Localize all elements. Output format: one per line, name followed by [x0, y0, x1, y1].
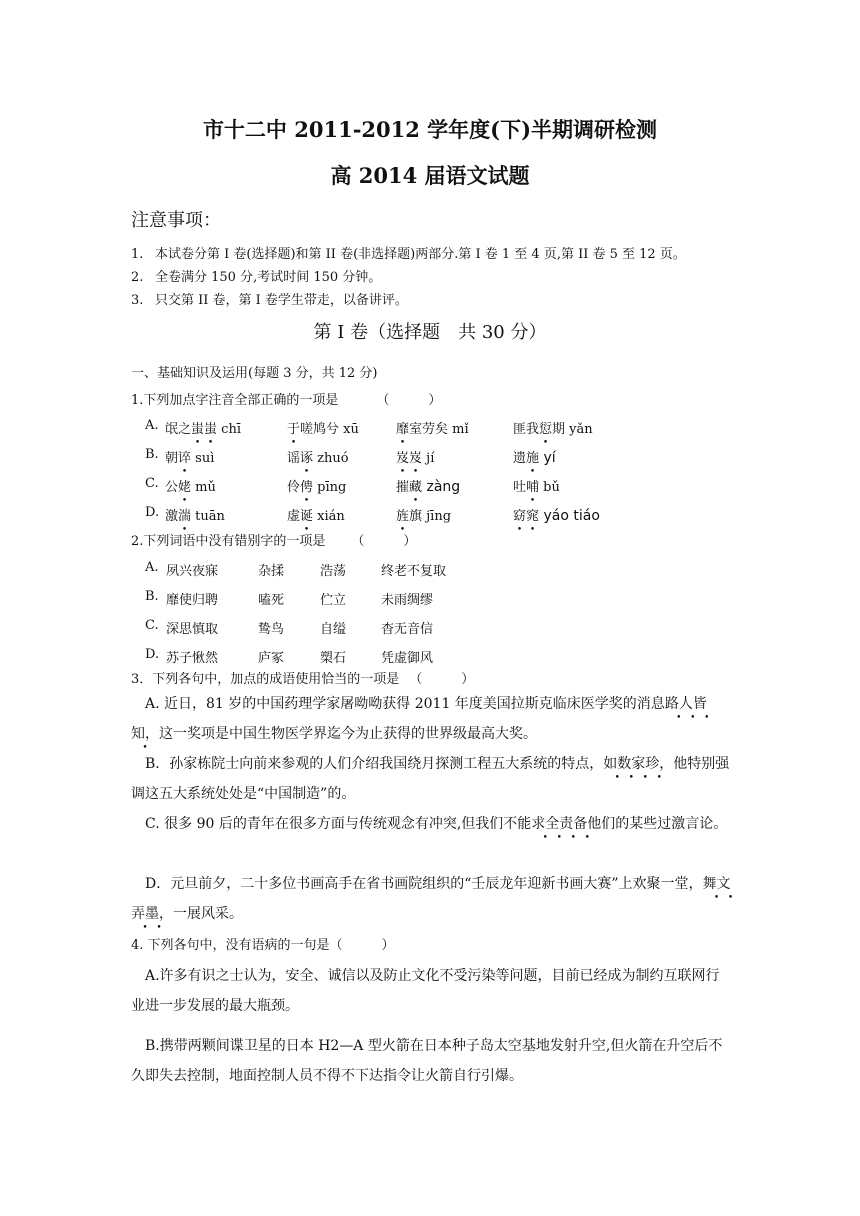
word-item: 靡使归聘 [166, 593, 219, 608]
pinyin-item: 谣诼 zhuó [287, 451, 349, 466]
question-3-option-c: C. 很多 90 后的青年在很多方面与传统观念有冲突,但我们不能求全责备他们的某些过激言论。 [145, 816, 728, 832]
pinyin-item: 朝谇 suì [165, 451, 215, 466]
exam-title: 市十二中 2011-2012 学年度(下)半期调研检测 [202, 117, 658, 142]
word-item: 深思慎取 [166, 622, 219, 637]
word-item: 未雨绸缪 [381, 593, 434, 608]
notice-item: 1. 本试卷分第 I 卷(选择题)和第 II 卷(非选择题)两部分.第 I 卷 1 至 4 页,第 II 卷 5 至 12 页。 [131, 247, 686, 262]
word-item: 鸷鸟 [258, 622, 285, 637]
question-3-option-d: D．元旦前夕，二十多位书画高手在省书画院组织的“壬辰龙年迎新书画大赛”上欢聚一堂，舞文弄墨，一展风采。 [131, 876, 731, 922]
marked-idiom: 求全责备 [531, 816, 588, 832]
section-heading: 第 I 卷（选择题 共 30 分） [313, 322, 547, 343]
marked-idiom: 路人皆知 [131, 696, 707, 742]
pinyin-item: 遗施 yí [513, 450, 556, 466]
question-4-option-b: B.携带两颗间谍卫星的日本 H2—A 型火箭在日本种子岛太空基地发射升空,但火箭在升空后不久即失去控制，地面控制人员不得不下达指令让火箭自行引爆。 [131, 1038, 723, 1084]
pinyin-item: 窈窕 yáo tiáo [513, 508, 600, 524]
exam-subtitle: 高 2014 届语文试题 [330, 163, 530, 188]
word-item: 苏子愀然 [166, 651, 219, 666]
marked-idiom: 舞文弄墨 [131, 876, 731, 922]
question-4-option-a: A.许多有识之士认为，安全、诚信以及防止文化不受污染等问题，目前已经成为制约互联网行业进一步发展的最大瓶颈。 [131, 968, 720, 1014]
part-heading: 一、基础知识及运用(每题 3 分，共 12 分) [131, 366, 378, 381]
option-label: D. [145, 505, 160, 520]
word-item: 庐冢 [258, 651, 285, 666]
word-item: 杳无音信 [381, 622, 434, 637]
question-1-stem: 1.下列加点字注音全部正确的一项是 （ ） [131, 393, 442, 408]
pinyin-item: 旌旗 jīng [396, 509, 452, 524]
notice-item: 2. 全卷满分 150 分,考试时间 150 分钟。 [131, 270, 382, 285]
notice-item: 3. 只交第 II 卷，第 I 卷学生带走，以备讲评。 [131, 293, 408, 308]
pinyin-item: 靡室劳矣 mǐ [396, 422, 469, 437]
pinyin-item: 摧藏 zàng [396, 479, 461, 495]
question-2-stem: 2.下列词语中没有错别字的一项是 （ ） [131, 534, 417, 549]
word-item: 浩荡 [320, 564, 347, 579]
option-label: C. [145, 476, 159, 491]
option-label: A. [145, 418, 159, 433]
pinyin-item: 岌岌 jí [396, 451, 435, 466]
question-3-option-b: B．孙家栋院士向前来参观的人们介绍我国绕月探测工程五大系统的特点，如数家珍，他特别强调这五大系统处处是“中国制造”的。 [131, 756, 730, 802]
word-item: 夙兴夜寐 [166, 564, 219, 579]
pinyin-item: 氓之蚩蚩 chī [165, 422, 241, 437]
question-4-stem: 4. 下列各句中，没有语病的一句是（ ） [131, 938, 395, 953]
marked-idiom: 如数家珍 [603, 756, 660, 772]
pinyin-item: 激湍 tuān [165, 509, 225, 524]
question-3-option-a: A. 近日，81 岁的中国药理学家屠呦呦获得 2011 年度美国拉斯克临床医学奖的消息路人皆知，这一奖项是中国生物医学界迄今为止获得的世界级最高大奖。 [131, 696, 707, 742]
option-label: D. [145, 647, 160, 662]
pinyin-item: 匪我愆期 yǎn [513, 422, 593, 437]
word-item: 自缢 [320, 622, 347, 637]
pinyin-item: 虚诞 xián [287, 509, 345, 524]
word-item: 伫立 [320, 593, 347, 608]
notice-heading: 注意事项： [131, 210, 221, 231]
pinyin-item: 公姥 mǔ [165, 480, 216, 495]
word-item: 凭虚御风 [381, 651, 434, 666]
word-item: 终老不复取 [381, 564, 447, 579]
pinyin-item: 伶俜 pīng [287, 480, 347, 495]
option-label: B. [145, 447, 159, 462]
pinyin-item: 于嗟鸠兮 xū [287, 422, 359, 437]
option-label: B. [145, 589, 159, 604]
option-label: C. [145, 618, 159, 633]
option-label: A. [145, 560, 159, 575]
question-3-stem: 3．下列各句中，加点的成语使用恰当的一项是 （ ） [131, 672, 475, 687]
word-item: 槊石 [320, 651, 347, 666]
word-item: 杂揉 [258, 564, 285, 579]
word-item: 嗑死 [258, 593, 285, 608]
pinyin-item: 吐哺 bǔ [513, 480, 560, 495]
